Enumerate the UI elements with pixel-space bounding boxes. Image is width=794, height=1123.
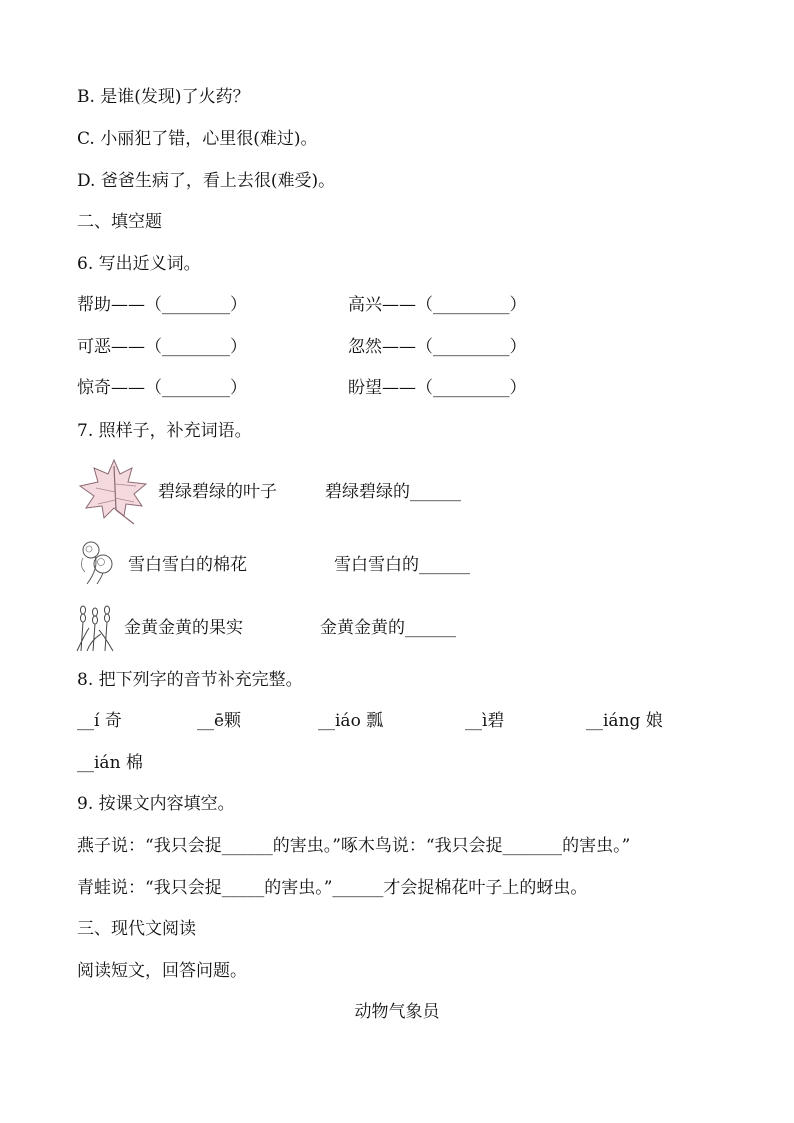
q7-blank-2: 雪白雪白的______ [334,555,470,575]
passage-title: 动物气象员 [354,1002,440,1022]
maple-leaf-icon [76,456,150,528]
q9-line-2: 青蛙说：“我只会捉_____的害虫。”______才会捉棉花叶子上的蚜虫。 [77,878,588,898]
section-2-title: 二、填空题 [77,212,162,232]
q8-item-6: __ián 棉 [77,753,143,773]
wheat-icon [73,604,119,652]
q7-example-1: 碧绿碧绿的叶子 [158,482,277,502]
q6-left-3: 惊奇——（________） [77,378,247,398]
question-6-title: 6. 写出近义词。 [77,254,201,274]
q8-item-4: __ì碧 [465,711,505,731]
question-7-title: 7. 照样子，补充词语。 [77,421,252,441]
option-c: C. 小丽犯了错，心里很(难过)。 [77,129,318,149]
option-b: B. 是谁(发现)了火药？ [77,87,250,107]
q7-example-3: 金黄金黄的果实 [124,618,243,638]
option-d: D. 爸爸生病了，看上去很(难受)。 [77,171,336,191]
q8-item-2: __ē颗 [197,711,242,731]
question-8-title: 8. 把下列字的音节补充完整。 [77,670,303,690]
section-3-title: 三、现代文阅读 [77,919,196,939]
q8-item-1: __í 奇 [77,711,122,731]
q7-example-2: 雪白雪白的棉花 [128,555,247,575]
q6-left-1: 帮助——（________） [77,295,247,315]
q7-blank-1: 碧绿碧绿的______ [325,482,461,502]
q9-line-1: 燕子说：“我只会捉______的害虫。”啄木鸟说：“我只会捉_______的害虫。” [77,836,631,856]
cotton-icon [73,538,123,586]
q8-item-5: __iáng 娘 [586,711,663,731]
q6-right-2: 忽然——（_________） [348,337,527,357]
reading-instruction: 阅读短文，回答问题。 [77,961,247,981]
q6-right-1: 高兴——（_________） [348,295,527,315]
q8-item-3: __iáo 瓢 [318,711,384,731]
q6-right-3: 盼望——（_________） [348,378,527,398]
q7-blank-3: 金黄金黄的______ [320,618,456,638]
q6-left-2: 可恶——（________） [77,337,247,357]
question-9-title: 9. 按课文内容填空。 [77,794,235,814]
